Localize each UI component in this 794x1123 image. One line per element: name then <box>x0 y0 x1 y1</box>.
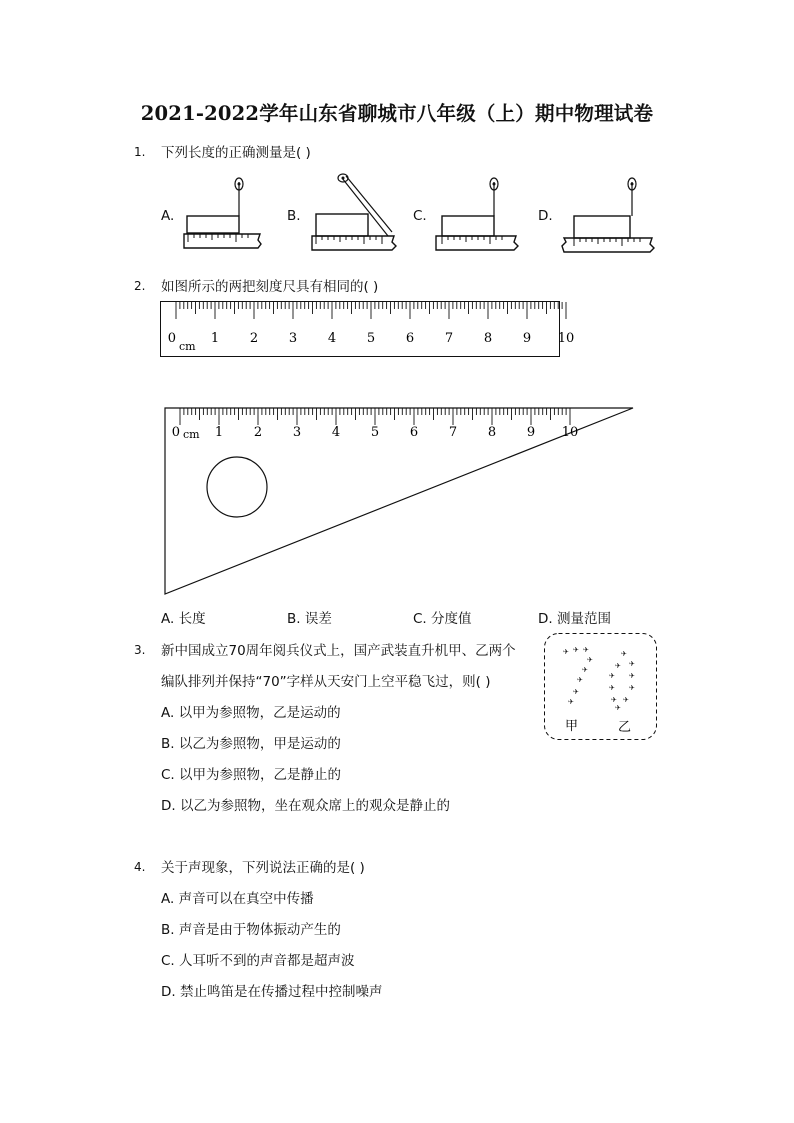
helicopter-icon: ✈ <box>609 684 615 692</box>
q2-option-c[interactable]: C. 分度值 <box>413 611 472 627</box>
ruler-triangle <box>160 404 638 598</box>
ruler-tick-label: 6 <box>409 425 419 440</box>
q4-option-c[interactable]: C. 人耳听不到的声音都是超声波 <box>161 953 355 969</box>
helicopter-icon: ✈ <box>609 672 615 680</box>
question-1-text: 下列长度的正确测量是( ) <box>161 145 311 161</box>
question-3-number: 3. <box>134 643 146 657</box>
helicopter-icon: ✈ <box>615 704 621 712</box>
q2-option-d[interactable]: D. 测量范围 <box>538 611 611 627</box>
ruler-tick-label: 7 <box>448 425 458 440</box>
q1-option-c-label: C. <box>413 208 427 224</box>
q3-option-d[interactable]: D. 以乙为参照物，坐在观众席上的观众是静止的 <box>161 798 450 814</box>
ruler-tick-label: 5 <box>370 425 380 440</box>
ruler-unit: cm <box>179 340 196 353</box>
ruler-tick-label: 6 <box>405 331 415 346</box>
q1-figure-d <box>558 172 658 258</box>
ruler-tick-label: 9 <box>526 425 536 440</box>
formation-label-jia: 甲 <box>565 719 579 734</box>
helicopter-icon: ✈ <box>629 684 635 692</box>
q3-option-c[interactable]: C. 以甲为参照物，乙是静止的 <box>161 767 342 783</box>
ruler-tick-label: 1 <box>210 331 220 346</box>
question-2-number: 2. <box>134 279 146 293</box>
ruler-tick-label: 7 <box>444 331 454 346</box>
ruler-tick-label: 9 <box>522 331 532 346</box>
ruler-tick-label: 2 <box>249 331 259 346</box>
helicopter-icon: ✈ <box>582 666 588 674</box>
question-4-text: 关于声现象，下列说法正确的是( ) <box>161 860 365 876</box>
ruler-tick-label: 10 <box>557 331 575 346</box>
ruler-tick-label: 10 <box>561 425 579 440</box>
helicopter-icon: ✈ <box>629 672 635 680</box>
helicopter-icon: ✈ <box>568 698 574 706</box>
helicopter-icon: ✈ <box>587 656 593 664</box>
helicopter-icon: ✈ <box>623 696 629 704</box>
ruler-tick-label: 1 <box>214 425 224 440</box>
ruler-tick-label: 5 <box>366 331 376 346</box>
ruler-tick-label: 2 <box>253 425 263 440</box>
q1-option-a-label: A. <box>161 208 175 224</box>
q4-option-b[interactable]: B. 声音是由于物体振动产生的 <box>161 922 341 938</box>
question-3-text-line2: 编队排列并保持“70”字样从天安门上空平稳飞过，则( ) <box>161 674 491 690</box>
ruler-tick-label: 3 <box>292 425 302 440</box>
q4-option-d[interactable]: D. 禁止鸣笛是在传播过程中控制噪声 <box>161 984 383 1000</box>
q3-option-b[interactable]: B. 以乙为参照物，甲是运动的 <box>161 736 341 752</box>
q1-option-b-label: B. <box>287 208 301 224</box>
question-4-number: 4. <box>134 860 146 874</box>
helicopter-formation-figure <box>543 632 659 742</box>
triangle-hole <box>207 457 267 517</box>
q1-figure-a <box>180 172 268 252</box>
helicopter-icon: ✈ <box>621 650 627 658</box>
q4-option-a[interactable]: A. 声音可以在真空中传播 <box>161 891 314 907</box>
formation-label-yi: 乙 <box>618 720 632 735</box>
helicopter-icon: ✈ <box>583 646 589 654</box>
ruler-tick-label: 8 <box>487 425 497 440</box>
ruler-unit: cm <box>183 428 200 441</box>
q1-figure-c <box>432 172 522 256</box>
q1-figure-b <box>306 168 402 254</box>
ruler-tick-label: 4 <box>331 425 341 440</box>
helicopter-icon: ✈ <box>573 646 579 654</box>
question-1-number: 1. <box>134 145 146 159</box>
helicopter-icon: ✈ <box>615 662 621 670</box>
q3-option-a[interactable]: A. 以甲为参照物，乙是运动的 <box>161 705 341 721</box>
helicopter-icon: ✈ <box>611 696 617 704</box>
ruler-tick-label: 4 <box>327 331 337 346</box>
ruler-tick-label: 8 <box>483 331 493 346</box>
page-title: 2021-2022学年山东省聊城市八年级（上）期中物理试卷 <box>140 102 654 125</box>
q1-option-d-label: D. <box>538 208 553 224</box>
ruler-tick-label: 0 <box>167 331 176 346</box>
question-3-text-line1: 新中国成立70周年阅兵仪式上，国产武装直升机甲、乙两个 <box>161 643 516 659</box>
helicopter-icon: ✈ <box>573 688 579 696</box>
ruler-tick-label: 3 <box>288 331 298 346</box>
ruler-tick-label: 0 <box>171 425 180 440</box>
q2-option-a[interactable]: A. 长度 <box>161 611 206 627</box>
helicopter-icon: ✈ <box>629 660 635 668</box>
q2-option-b[interactable]: B. 误差 <box>287 611 332 627</box>
question-2-text: 如图所示的两把刻度尺具有相同的( ) <box>161 279 379 295</box>
helicopter-icon: ✈ <box>577 676 583 684</box>
ruler-straight <box>160 301 575 359</box>
helicopter-icon: ✈ <box>563 648 569 656</box>
